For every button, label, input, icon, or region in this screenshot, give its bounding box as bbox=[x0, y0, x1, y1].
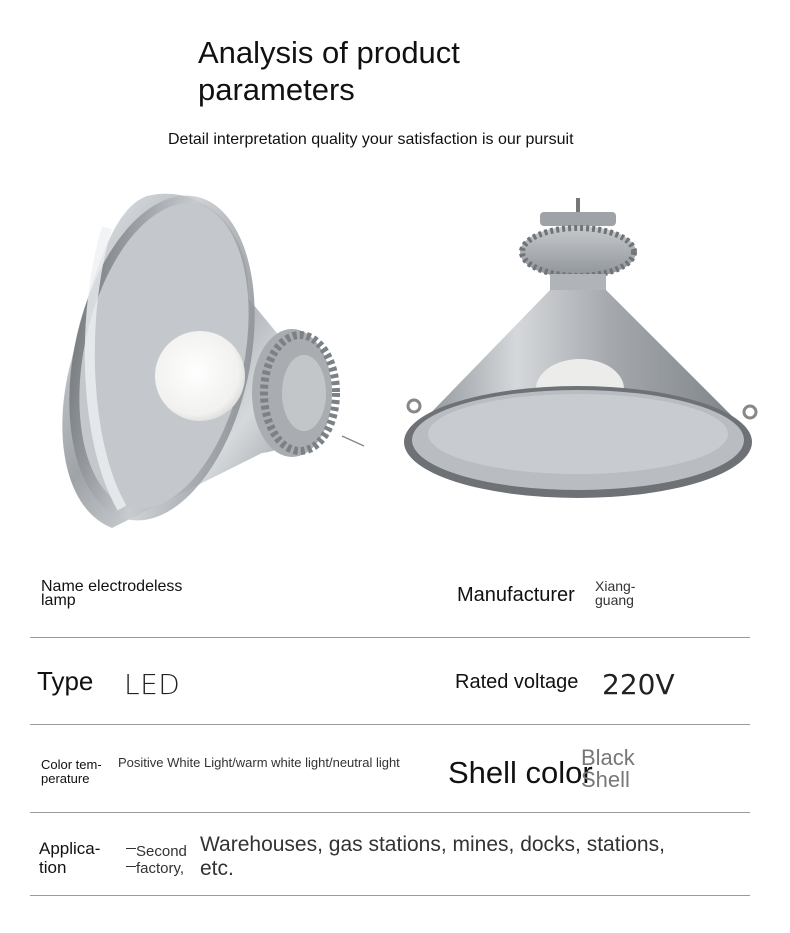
param-voltage-label: Rated voltage bbox=[455, 671, 579, 693]
divider bbox=[30, 812, 750, 813]
divider bbox=[30, 637, 750, 638]
param-color-temperature-value: Positive White Light/warm white light/neutral light bbox=[118, 755, 400, 770]
param-application-label: Applica-tion bbox=[39, 839, 101, 877]
param-color-temperature-label: Color tem-perature bbox=[41, 757, 102, 786]
divider bbox=[30, 724, 750, 725]
param-name-label: Name bbox=[41, 578, 84, 595]
param-name-value: electrodeless lamp bbox=[41, 578, 183, 609]
param-shell-color-label: Shell color bbox=[448, 755, 593, 790]
divider bbox=[30, 895, 750, 896]
param-application-value: Warehouses, gas stations, mines, docks, stations, etc. bbox=[200, 833, 665, 880]
param-shell-color-value: Black Shell bbox=[581, 745, 635, 792]
param-type-value: LED bbox=[124, 668, 181, 701]
lamp-image-front bbox=[400, 194, 765, 506]
dash-mark bbox=[126, 848, 136, 849]
dash-mark bbox=[126, 866, 136, 867]
lamp-image-side bbox=[52, 188, 370, 533]
page-subtitle: Detail interpretation quality your satisfaction is our pursuit bbox=[168, 131, 574, 148]
param-name bbox=[41, 580, 221, 608]
param-voltage-value: 220V bbox=[602, 668, 675, 701]
param-manufacturer-label: Manufacturer bbox=[457, 584, 575, 606]
param-application-sub: Second factory, bbox=[136, 843, 187, 877]
page-title: Analysis of product parameters bbox=[198, 35, 460, 107]
param-type-label: Type bbox=[37, 666, 94, 696]
param-manufacturer-value: Xiang-guang bbox=[595, 578, 636, 608]
